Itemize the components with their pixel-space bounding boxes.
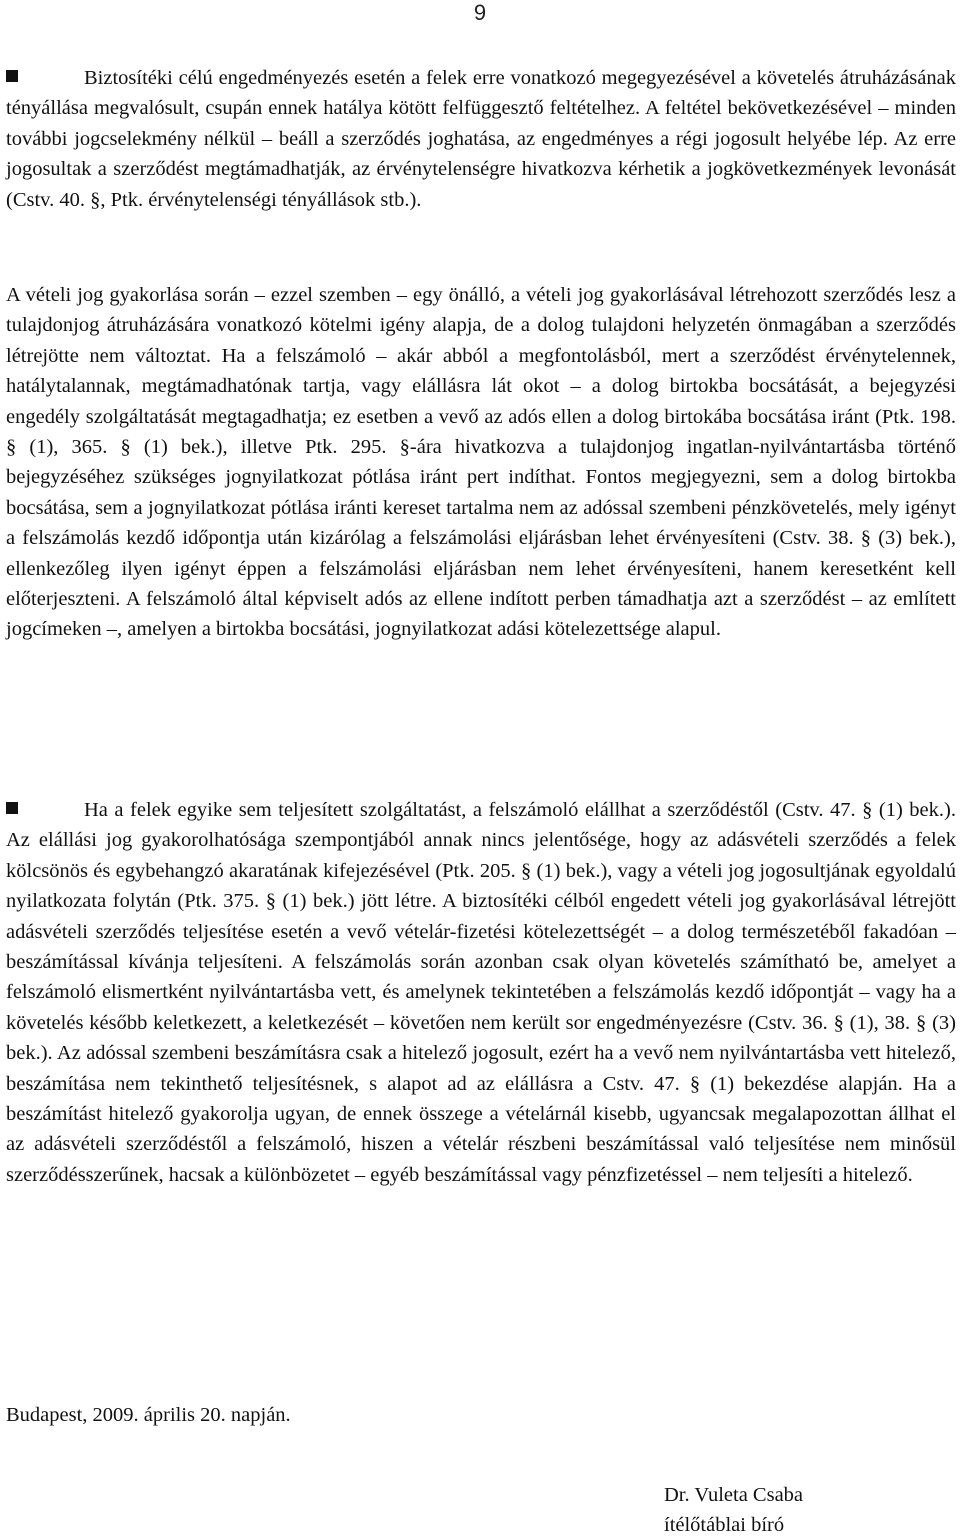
signer-title: ítélőtáblai bíró (664, 1514, 785, 1536)
paragraph-3-text: Ha a felek egyike sem teljesített szolgáltatást, a felszámoló elállhat a szerződéstől (Cstv. 47. § (1) bek.). Az elállási jog gyakorolhatósága szempontjából annak nincs jelentősége, hogy az adásvételi szerződés a felek kölcsönös és egybehangzó akaratának kifejezésével (Ptk. 205. § (1) bek.), vagy a vételi jog jogosultjának egyoldalú nyilatkozata folytán (Ptk. 375. § (1) bek.) jött létre. A biztosítéki célból engedett vételi jog gyakorlásával létrejött adásvételi szerződés teljesítése esetén a vevő vételár-fizetési kötelezettségét – a dolog természetéből fakadóan – beszámítással kívánja teljesíteni. A felszámolás során azonban csak olyan követelés számítható be, amelyet a felszámoló elismertként nyilvántartásba vett, és amelynek tekintetében a felszámolás kezdő időpontját – vagy ha a követelés később keletkezett, a keletkezését – követően nem került sor engedményezésre (Cstv. 36. § (1), 38. § (3) bek.). Az adóssal szembeni beszámításra csak a hitelező jogosult, ezért ha a vevő nem nyilvántartásba vett hitelező, beszámítása nem tekinthető teljesítésnek, s alapot ad az elállásra a Cstv. 47. § (1) bekezdése alapján. Ha a beszámítást hitelező gyakorolja ugyan, de ennek összege a vételárnál kisebb, ugyancsak megalapozottan állhat el az adásvételi szerződéstől a felszámoló, hiszen a vételár részbeni beszámítással való teljesítése nem minősül szerződésszerűnek, hacsak a különbözetet – egyéb beszámítással vagy pénzfizetéssel – nem teljesíti a hitelező. (6, 799, 956, 1186)
paragraph-2: A vételi jog gyakorlása során – ezzel szemben – egy önálló, a vételi jog gyakorlásával létrehozott szerződés lesz a tulajdonjog átruházására vonatkozó kötelmi igény alapja, de a dolog tulajdoni helyzetén önmagában a szerződés létrejötte nem változtat. Ha a felszámoló – akár abból a megfontolásból, mert a szerződést érvénytelennek, hatálytalannak, megtámadhatónak tartja, vagy elállásra lát okot – a dolog birtokba bocsátását, a bejegyzési engedély szolgáltatását megtagadhatja; ez esetben a vevő az adós ellen a dolog birtokába bocsátása iránt (Ptk. 198. § (1), 365. § (1) bek.), illetve Ptk. 295. §-ára hivatkozva a tulajdonjog ingatlan-nyilvántartásba történő bejegyzéséhez szükséges jognyilatkozat pótlása iránt pert indíthat. Fontos megjegyezni, sem a dolog birtokba bocsátása, sem a jognyilatkozat pótlása iránti kereset tartalma nem az adóssal szembeni pénzkövetelés, mely igényt a felszámolás kezdő időpontja után kizárólag a felszámolási eljárásban lehet érvényesíteni (Cstv. 38. § (3) bek.), ellenkezőleg ilyen igényt éppen a felszámolási eljárásban nem lehet érvényesíteni, hanem keresetként kell előterjeszteni. A felszámoló által képviselt adós az ellene indított perben támadhatja azt a szerződést – az említett jogcímeken –, amelyen a birtokba bocsátási, jognyilatkozat adási kötelezettsége alapul. (6, 284, 956, 641)
bullet-square-icon (6, 70, 18, 82)
place-and-date: Budapest, 2009. április 20. napján. (6, 1404, 291, 1426)
paragraph-3 (6, 795, 956, 1190)
paragraph-1-text: Biztosítéki célú engedményezés esetén a felek erre vonatkozó megegyezésével a követelés átruházásának tényállása megvalósult, csupán ennek hatálya kötött felfüggesztő feltételhez. A feltétel bekövetkezésével – minden további jogcselekmény nélkül – beáll a szerződés joghatása, az engedményes a régi jogosult helyébe lép. Az erre jogosultak a szerződést megtámadhatják, az érvénytelenségre hivatkozva kérhetik a jogkövetkezmények levonását (Cstv. 40. §, Ptk. érvénytelenségi tényállások stb.). (6, 67, 956, 211)
signature-block (664, 1480, 803, 1540)
page-number: 9 (473, 0, 487, 25)
bullet-square-icon (6, 802, 18, 814)
signer-name: Dr. Vuleta Csaba (664, 1484, 804, 1506)
paragraph-1 (6, 63, 956, 215)
